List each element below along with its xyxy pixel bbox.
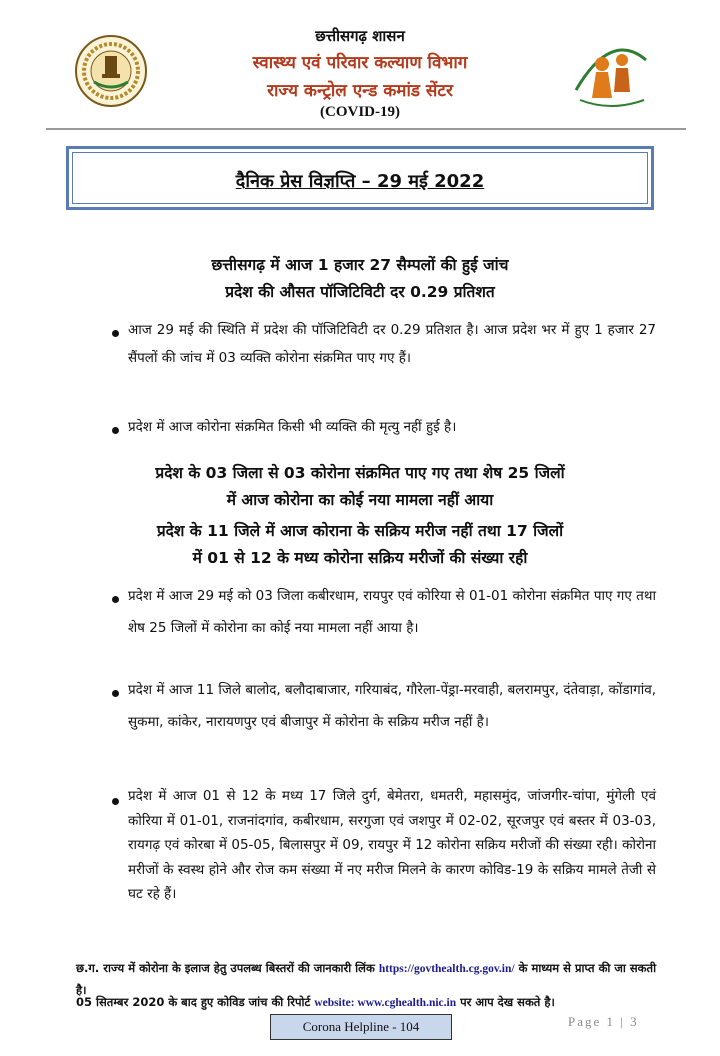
footnote-report-link <box>76 992 676 1014</box>
centre-name: राज्य कन्ट्रोल एन्ड कमांड सेंटर <box>267 81 453 101</box>
footnote-beds-text: छ.ग. राज्य में कोरोना के इलाज हेतु उपलब्ध बिस्तरों की जानकारी लिंक <box>76 961 375 975</box>
headline-samples-line1: छत्तीसगढ़ में आज 1 हजार 27 सैम्पलों की हुई जांच <box>211 256 509 274</box>
list-item: प्रदेश में आज कोरोना संक्रमित किसी भी व्यक्ति की मृत्यु नहीं हुई है। <box>128 419 457 435</box>
chhattisgarh-emblem-icon <box>74 34 148 108</box>
headline-samples-line2: प्रदेश की औसत पॉजिटिविटी दर 0.29 प्रतिशत <box>225 283 495 301</box>
headline-samples <box>60 252 660 306</box>
govt-name: छत्तीसगढ़ शासन <box>315 27 405 45</box>
swasth-chhattisgarh-logo-icon <box>566 30 656 120</box>
bullet-icon <box>112 798 119 805</box>
bullet-icon <box>112 427 119 434</box>
list-item: आज 29 मई की स्थिति में प्रदेश की पॉजिटिविटी दर 0.29 प्रतिशत है। आज प्रदेश भर में हुए 1 हजार 27 सैंपलों की जांच में 03 व्यक्ति कोरोना संक्रमित पाए गए हैं। <box>128 322 656 366</box>
footnote-beds-text-end: के माध्यम से प्राप्त की जा सकती है। <box>76 961 657 997</box>
helpline-box: Corona Helpline - 104 <box>270 1014 452 1040</box>
headline-districts-cases-line1: प्रदेश के 03 जिला से 03 कोरोना संक्रमित पाए गए तथा शेष 25 जिलों <box>155 464 565 482</box>
headline-active-cases <box>60 518 660 572</box>
footnote-report-text-end: पर आप देख सकते है। <box>460 995 555 1009</box>
letterhead <box>0 0 720 130</box>
list-item: प्रदेश में आज 29 मई को 03 जिला कबीरधाम, रायपुर एवं कोरिया से 01-01 कोरोना संक्रमित पाए गए तथा शेष 25 जिलों में कोरोना का कोई नया मामला नहीं आया है। <box>128 588 656 636</box>
header-divider <box>46 128 686 130</box>
list-item: प्रदेश में आज 11 जिले बालोद, बलौदाबाजार, गरियाबंद, गौरेला-पेंड्रा-मरवाही, बलरामपुर, दंतेवाड़ा, कोंडागांव, सुकमा, कांकेर, नारायणपुर एवं बीजापुर में कोरोना के सक्रिय मरीज नहीं है। <box>128 682 656 730</box>
covid-label: (COVID-19) <box>320 104 400 120</box>
headline-districts-cases <box>60 460 660 514</box>
bullet-icon <box>112 596 119 603</box>
headline-active-cases-line1: प्रदेश के 11 जिले में आज कोराना के सक्रिय मरीज नहीं तथा 17 जिलों <box>156 522 564 540</box>
footnote-report-text: 05 सितम्बर 2020 के बाद हुए कोविड जांच की रिपोर्ट <box>76 995 311 1009</box>
press-release-title: दैनिक प्रेस विज्ञप्ति – 29 मई 2022 <box>235 171 485 192</box>
list-item: प्रदेश में आज 01 से 12 के मध्य 17 जिले दुर्ग, बेमेतरा, धमतरी, महासमुंद, जांजगीर-चांपा, मुंगेली एवं कोरिया में 01-01, राजनांदगांव, कबीरधाम, सरगुजा एवं जशपुर में 02-02, सूरजपुर एवं बस्तर में 03-03, रायगढ़ एवं कोरबा में 05-05, बिलासपुर में 09, रायपुर में 12 कोरोना सक्रिय मरीजों की संख्या रही। कोरोना मरीजों के स्वस्थ होने और रोज कम संख्या में नए मरीज मिलने के कारण कोविड-19 के सक्रिय मामले तेजी से घट रहे हैं। <box>128 788 656 902</box>
page-number: Page 1 | 3 <box>568 1014 639 1029</box>
bullet-icon <box>112 330 119 337</box>
headline-active-cases-line2: में 01 से 12 के मध्य कोरोना सक्रिय मरीजों की संख्या रही <box>192 549 528 567</box>
title-box <box>66 146 654 210</box>
department-name: स्वास्थ्य एवं परिवार कल्याण विभाग <box>252 53 468 73</box>
headline-districts-cases-line2: में आज कोरोना का कोई नया मामला नहीं आया <box>226 491 494 509</box>
cghealth-website-link[interactable]: website: www.cghealth.nic.in <box>314 997 457 1009</box>
bullet-icon <box>112 690 119 697</box>
govthealth-link[interactable]: https://govthealth.cg.gov.in/ <box>378 963 515 975</box>
